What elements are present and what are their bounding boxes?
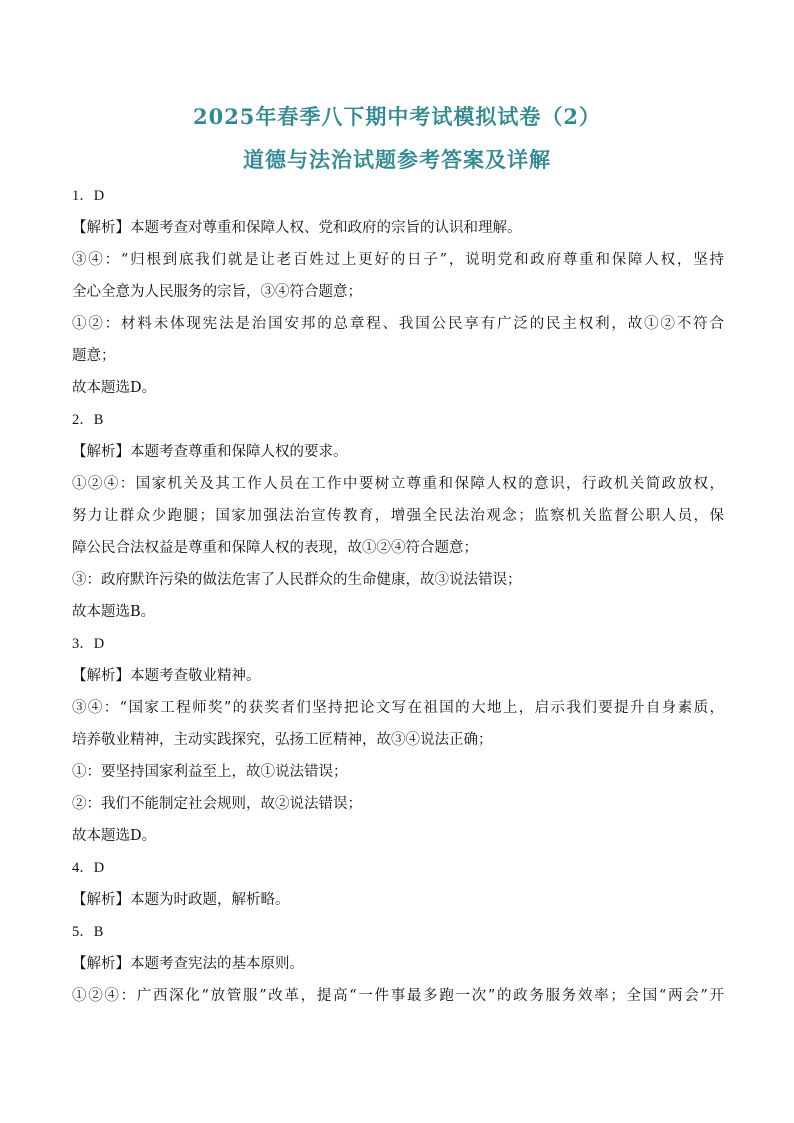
analysis-line: 题意； bbox=[72, 348, 116, 364]
answer-2: 2．B bbox=[72, 412, 104, 428]
analysis-line: 【解析】本题考查对尊重和保障人权、党和政府的宗旨的认识和理解。 bbox=[72, 220, 522, 236]
analysis-line: ①②：材料未体现宪法是治国安邦的总章程、我国公民享有广泛的民主权利，故①②不符合 bbox=[72, 316, 724, 332]
analysis-line: ③：政府默许污染的做法危害了人民群众的生命健康，故③说法错误； bbox=[72, 572, 522, 588]
answer-5: 5．B bbox=[72, 924, 104, 940]
conclusion-line: 故本题选B。 bbox=[72, 604, 156, 620]
analysis-line: 【解析】本题考查尊重和保障人权的要求。 bbox=[72, 444, 348, 460]
document-title: 2025年春季八下期中考试模拟试卷（2） bbox=[192, 104, 602, 129]
analysis-line: 【解析】本题考查宪法的基本原则。 bbox=[72, 956, 304, 972]
analysis-line: 【解析】本题为时政题，解析略。 bbox=[72, 892, 290, 908]
analysis-line: 培养敬业精神，主动实践探究，弘扬工匠精神，故③④说法正确； bbox=[72, 732, 493, 748]
analysis-line: ①：要坚持国家利益至上，故①说法错误； bbox=[72, 764, 348, 780]
answer-1: 1．D bbox=[72, 188, 105, 204]
answer-body bbox=[72, 186, 724, 1018]
document-subtitle: 道德与法治试题参考答案及详解 bbox=[243, 147, 551, 172]
answer-4: 4．D bbox=[72, 860, 105, 876]
analysis-line: 全心全意为人民服务的宗旨，③④符合题意； bbox=[72, 284, 362, 300]
analysis-line: 努力让群众少跑腿；国家加强法治宣传教育，增强全民法治观念；监察机关监督公职人员，保 bbox=[72, 508, 724, 524]
answer-3: 3．D bbox=[72, 636, 105, 652]
analysis-line: ①②④：国家机关及其工作人员在工作中要树立尊重和保障人权的意识，行政机关简政放权， bbox=[72, 476, 724, 492]
analysis-line: ①②④：广西深化“放管服”改革，提高“一件事最多跑一次”的政务服务效率；全国“两会”开 bbox=[72, 988, 724, 1004]
analysis-line: ③④：“归根到底我们就是让老百姓过上更好的日子”，说明党和政府尊重和保障人权，坚持 bbox=[72, 252, 724, 268]
analysis-line: ③④：“国家工程师奖”的获奖者们坚持把论文写在祖国的大地上，启示我们要提升自身素质， bbox=[72, 700, 724, 716]
conclusion-line: 故本题选D。 bbox=[72, 828, 157, 844]
analysis-line: 障公民合法权益是尊重和保障人权的表现，故①②④符合题意； bbox=[72, 540, 478, 556]
analysis-line: 【解析】本题考查敬业精神。 bbox=[72, 668, 261, 684]
analysis-line: ②：我们不能制定社会规则，故②说法错误； bbox=[72, 796, 362, 812]
conclusion-line: 故本题选D。 bbox=[72, 380, 157, 396]
